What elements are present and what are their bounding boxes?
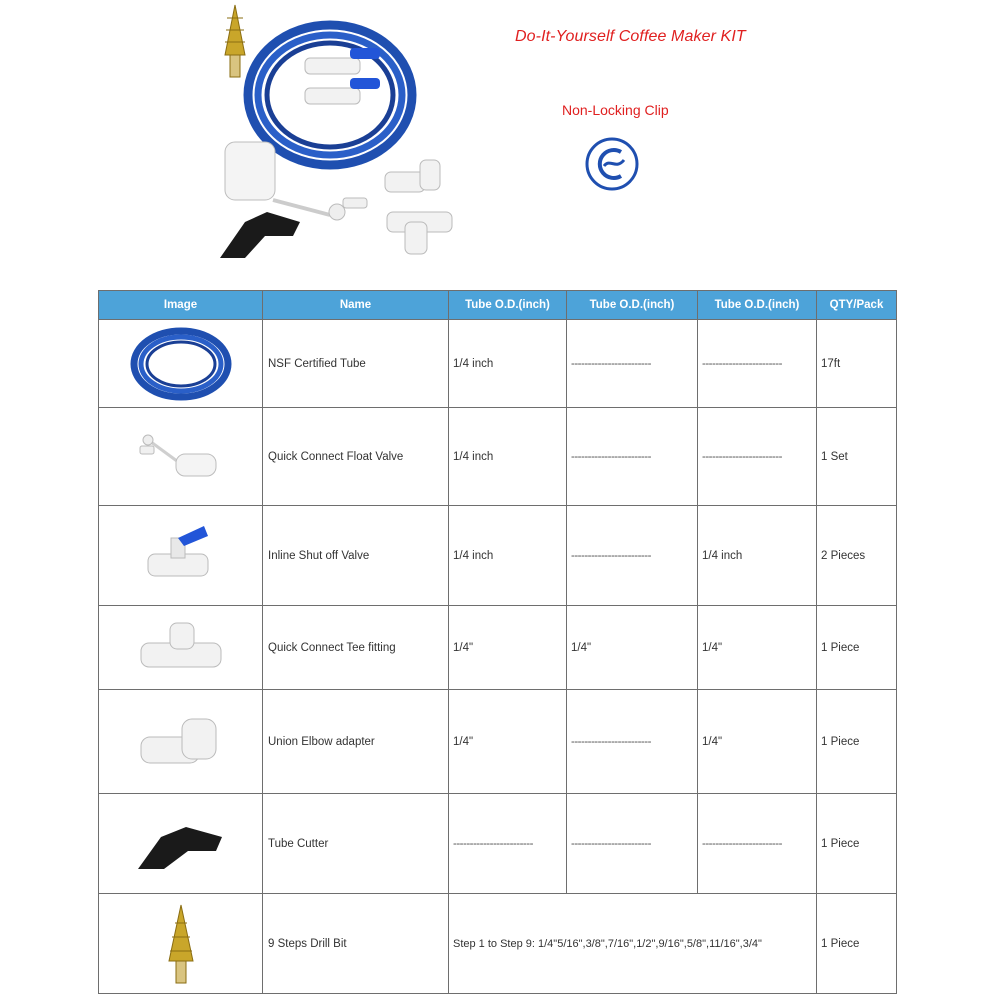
row-image-cell bbox=[99, 794, 263, 894]
row-od3: ------------------------ bbox=[698, 794, 817, 894]
row-od2: ------------------------ bbox=[567, 320, 698, 408]
column-header-qty: QTY/Pack bbox=[817, 291, 897, 320]
row-od3: 1/4 inch bbox=[698, 506, 817, 606]
row-image-cell bbox=[99, 320, 263, 408]
row-image-cell bbox=[99, 690, 263, 794]
elbow-adapter-icon bbox=[385, 160, 440, 192]
row-name: Union Elbow adapter bbox=[263, 690, 449, 794]
row-od1: ------------------------ bbox=[449, 794, 567, 894]
row-qty: 17ft bbox=[817, 320, 897, 408]
row-od2: ------------------------ bbox=[567, 794, 698, 894]
row-name: Quick Connect Tee fitting bbox=[263, 606, 449, 690]
tube-cutter-icon bbox=[220, 212, 300, 258]
row-qty: 1 Piece bbox=[817, 690, 897, 794]
shutoff-valve-icon bbox=[305, 48, 380, 104]
column-header-image: Image bbox=[99, 291, 263, 320]
row-od3: ------------------------ bbox=[698, 320, 817, 408]
table-row bbox=[99, 794, 897, 894]
tee-fitting-icon bbox=[126, 613, 236, 683]
row-step-sizes: Step 1 to Step 9: 1/4"5/16",3/8",7/16",1/2",9/16",5/8",11/16",3/4" bbox=[449, 894, 817, 994]
step-drill-bit-icon bbox=[151, 901, 211, 987]
row-od1: 1/4" bbox=[449, 606, 567, 690]
kit-title: Do-It-Yourself Coffee Maker KIT bbox=[515, 28, 746, 45]
shutoff-valve-icon bbox=[126, 516, 236, 596]
row-od1: 1/4 inch bbox=[449, 320, 567, 408]
row-qty: 1 Piece bbox=[817, 794, 897, 894]
column-header-tube-od-3: Tube O.D.(inch) bbox=[698, 291, 817, 320]
row-image-cell bbox=[99, 606, 263, 690]
row-qty: 1 Set bbox=[817, 408, 897, 506]
row-image-cell bbox=[99, 408, 263, 506]
product-kit-photo bbox=[205, 0, 460, 265]
row-od2: ------------------------ bbox=[567, 690, 698, 794]
float-valve-icon bbox=[126, 422, 236, 492]
row-name: NSF Certified Tube bbox=[263, 320, 449, 408]
row-name: Inline Shut off Valve bbox=[263, 506, 449, 606]
tube-coil-icon bbox=[126, 324, 236, 404]
table-row bbox=[99, 408, 897, 506]
table-row bbox=[99, 506, 897, 606]
tube-cutter-icon bbox=[126, 809, 236, 879]
row-od3: ------------------------ bbox=[698, 408, 817, 506]
row-od1: 1/4 inch bbox=[449, 506, 567, 606]
column-header-name: Name bbox=[263, 291, 449, 320]
row-qty: 1 Piece bbox=[817, 894, 897, 994]
row-name: 9 Steps Drill Bit bbox=[263, 894, 449, 994]
row-image-cell bbox=[99, 894, 263, 994]
row-od2: 1/4" bbox=[567, 606, 698, 690]
table-row bbox=[99, 606, 897, 690]
spec-table bbox=[98, 290, 897, 994]
table-header-row bbox=[99, 291, 897, 320]
row-od2: ------------------------ bbox=[567, 506, 698, 606]
row-qty: 1 Piece bbox=[817, 606, 897, 690]
row-qty: 2 Pieces bbox=[817, 506, 897, 606]
non-locking-clip-label: Non-Locking Clip bbox=[562, 102, 669, 118]
row-od1: 1/4" bbox=[449, 690, 567, 794]
elbow-adapter-icon bbox=[126, 707, 236, 777]
step-drill-bit-icon bbox=[225, 5, 245, 77]
tee-fitting-icon bbox=[387, 212, 452, 254]
table-row bbox=[99, 320, 897, 408]
row-od1: 1/4 inch bbox=[449, 408, 567, 506]
row-od3: 1/4" bbox=[698, 690, 817, 794]
table-row bbox=[99, 894, 897, 994]
row-image-cell bbox=[99, 506, 263, 606]
column-header-tube-od-2: Tube O.D.(inch) bbox=[567, 291, 698, 320]
column-header-tube-od-1: Tube O.D.(inch) bbox=[449, 291, 567, 320]
row-od2: ------------------------ bbox=[567, 408, 698, 506]
row-name: Tube Cutter bbox=[263, 794, 449, 894]
non-locking-clip-icon bbox=[584, 136, 640, 192]
table-row bbox=[99, 690, 897, 794]
row-name: Quick Connect Float Valve bbox=[263, 408, 449, 506]
row-od3: 1/4" bbox=[698, 606, 817, 690]
